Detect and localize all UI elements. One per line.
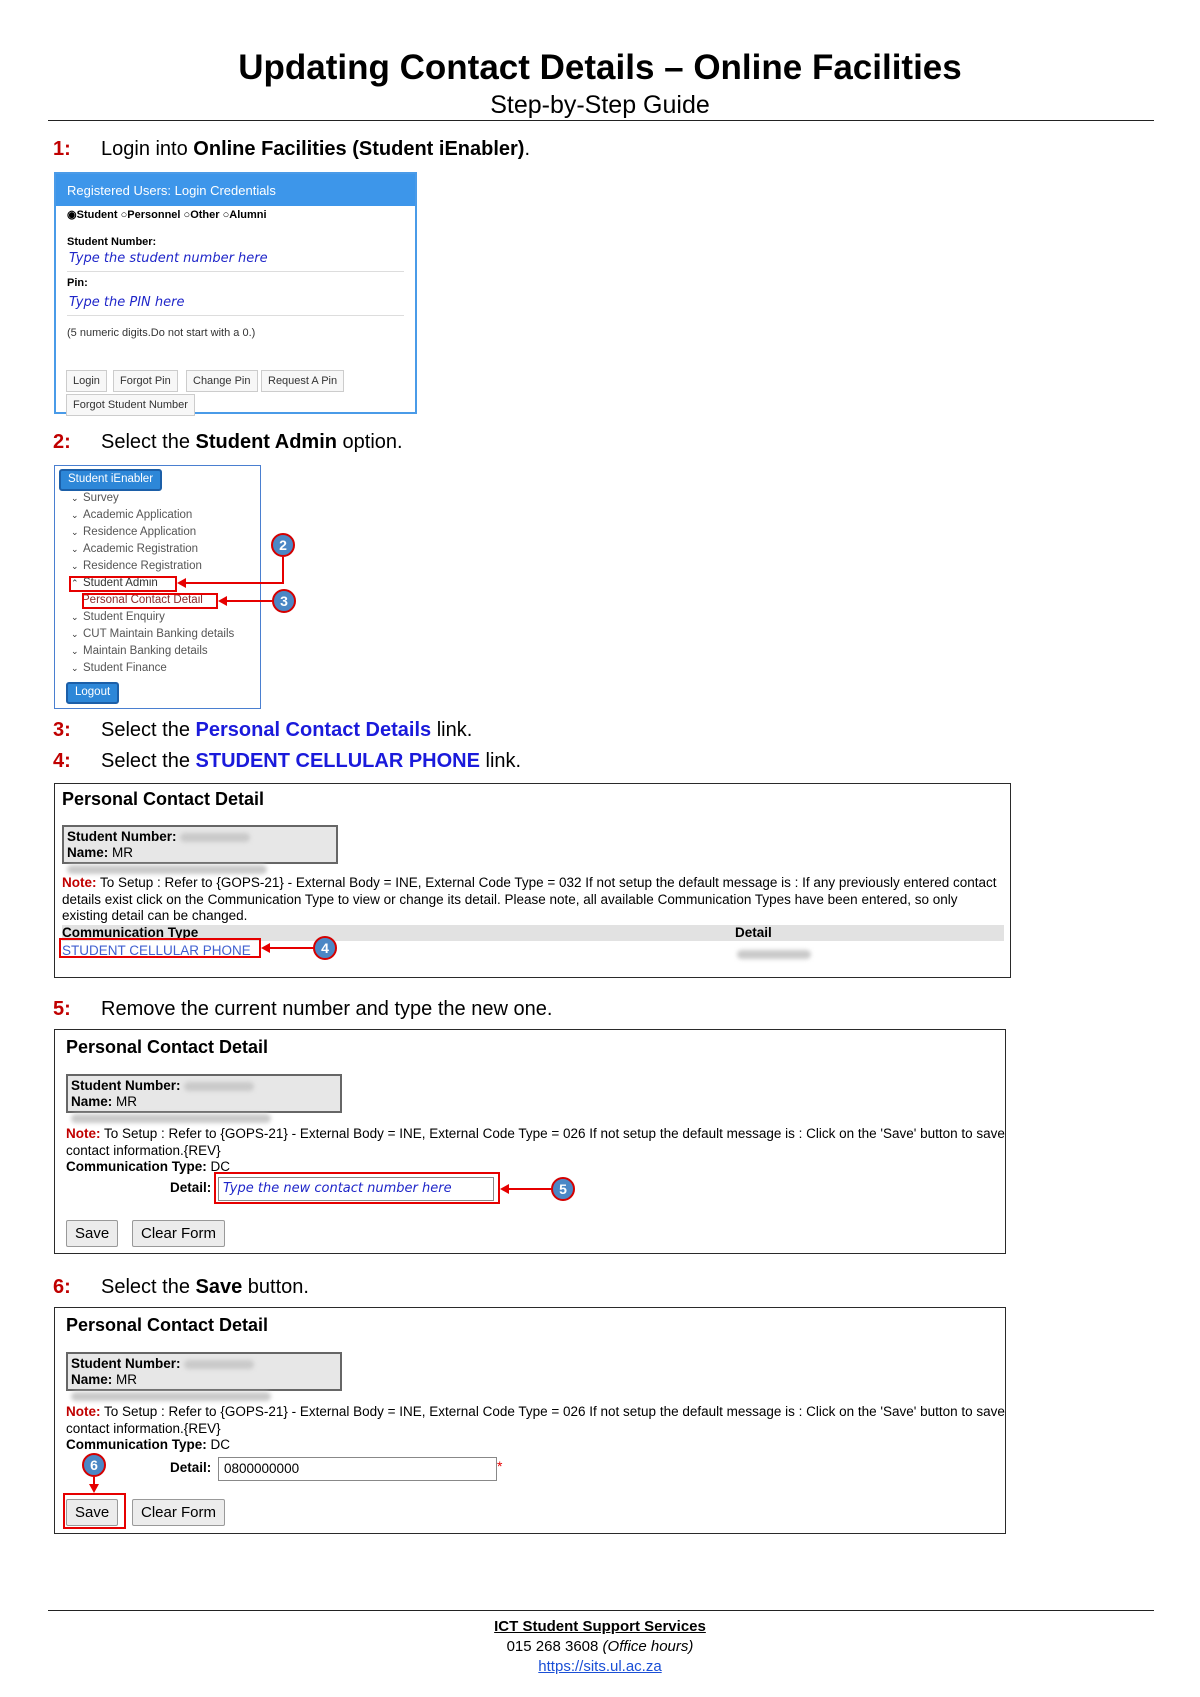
student-ienabler-button[interactable]: Student iEnabler: [59, 469, 162, 491]
arrow-connector: [509, 1188, 552, 1190]
clear-form-button[interactable]: Clear Form: [132, 1499, 225, 1526]
chevron-down-icon: ⌄: [71, 663, 79, 673]
communication-type-row: Communication Type: DC: [66, 1437, 231, 1452]
panel-title: Personal Contact Detail: [66, 1315, 269, 1335]
redacted-value: [71, 1392, 271, 1401]
step-badge-2: 2: [271, 533, 295, 557]
step-4: 4: Select the STUDENT CELLULAR PHONE link.: [53, 750, 522, 772]
menu-item-cut-banking[interactable]: ⌄ CUT Maintain Banking details: [71, 628, 235, 640]
menu-item-student-enquiry[interactable]: ⌄ Student Enquiry: [71, 611, 165, 623]
footer-divider: [48, 1610, 1154, 1611]
arrow-connector: [282, 557, 284, 584]
pin-note: (5 numeric digits.Do not start with a 0.): [67, 327, 256, 339]
chevron-up-icon: ⌃: [71, 578, 79, 588]
field-divider: [67, 271, 404, 272]
detail-label: Detail:: [170, 1460, 212, 1475]
panel-title: Personal Contact Detail: [66, 1037, 269, 1057]
clear-form-button[interactable]: Clear Form: [132, 1220, 225, 1247]
document-title: Updating Contact Details – Online Facilities: [238, 48, 962, 87]
footer-org: ICT Student Support Services: [494, 1618, 706, 1635]
column-header-detail: Detail: [735, 925, 772, 940]
chevron-down-icon: ⌄: [71, 629, 79, 639]
menu-item-student-finance[interactable]: ⌄ Student Finance: [71, 662, 167, 674]
highlight-student-admin: [69, 576, 177, 592]
chevron-down-icon: ⌄: [71, 561, 79, 571]
step-badge-3: 3: [272, 589, 296, 613]
radio-other[interactable]: ○Other: [183, 209, 220, 221]
student-number-label: Student Number:: [67, 236, 157, 248]
menu-item-student-admin[interactable]: ⌃ Student Admin: [71, 577, 158, 589]
chevron-down-icon: ⌄: [71, 493, 79, 503]
communication-type-row: Communication Type: DC: [66, 1159, 231, 1174]
menu-item-residence-registration[interactable]: ⌄ Residence Registration: [71, 560, 202, 572]
header-divider: [48, 120, 1154, 121]
detail-cell: [737, 946, 811, 964]
menu-item-personal-contact-detail[interactable]: Personal Contact Detail: [82, 594, 203, 606]
step-badge-5: 5: [551, 1177, 575, 1201]
forgot-student-number-button[interactable]: Forgot Student Number: [66, 394, 195, 416]
login-panel-header: Registered Users: Login Credentials: [56, 174, 415, 206]
arrow-connector: [186, 582, 284, 584]
highlight-save-button: [63, 1493, 126, 1529]
menu-item-academic-application[interactable]: ⌄ Academic Application: [71, 509, 193, 521]
student-id-box: Student Number: Name: MR: [66, 1074, 342, 1113]
step-badge-4: 4: [313, 936, 337, 960]
arrow-head-icon: [261, 943, 270, 953]
step-1: 1: Login into Online Facilities (Student iEnabler).: [53, 138, 531, 160]
detail-label: Detail:: [170, 1180, 212, 1195]
column-header-communication-type: Communication Type: [62, 925, 199, 940]
student-id-box: Student Number: Name: MR: [66, 1352, 342, 1391]
login-button[interactable]: Login: [66, 370, 107, 392]
required-marker: *: [497, 1458, 503, 1474]
student-id-box: Student Number: Name: MR: [62, 825, 338, 864]
field-divider: [67, 315, 404, 316]
forgot-pin-button[interactable]: Forgot Pin: [113, 370, 178, 392]
redacted-value: [67, 865, 267, 874]
arrow-head-icon: [177, 578, 186, 588]
menu-item-maintain-banking[interactable]: ⌄ Maintain Banking details: [71, 645, 208, 657]
setup-note: Note: To Setup : Refer to {GOPS-21} - External Body = INE, External Code Type = 032 If not setup the default message is : If any previously entered contact details exist click on the Communication Type to view or change its detail. Please note, all available Communication Types have been entered, so only existing detail can be changed.: [62, 875, 997, 923]
save-button[interactable]: Save: [66, 1499, 118, 1526]
redacted-value: [184, 1082, 254, 1091]
footer-phone: 015 268 3608 (Office hours): [506, 1638, 694, 1655]
detail-input[interactable]: Type the new contact number here: [218, 1177, 494, 1201]
arrow-head-icon: [218, 596, 227, 606]
arrow-connector: [270, 947, 314, 949]
student-number-input[interactable]: Type the student number here: [69, 251, 268, 266]
redacted-value: [71, 1114, 271, 1123]
arrow-head-icon: [500, 1184, 509, 1194]
student-cellular-phone-link[interactable]: STUDENT CELLULAR PHONE: [62, 943, 251, 958]
support-website-link[interactable]: https://sits.ul.ac.za: [538, 1658, 662, 1675]
contact-detail-edit-panel: [54, 1029, 1006, 1254]
step-3: 3: Select the Personal Contact Details link.: [53, 719, 473, 741]
step-badge-6: 6: [82, 1453, 106, 1477]
highlight-detail-input: [214, 1172, 500, 1204]
highlight-personal-contact-detail: [82, 593, 218, 609]
pin-label: Pin:: [67, 277, 88, 289]
chevron-down-icon: ⌄: [71, 612, 79, 622]
user-type-radios: [56, 206, 415, 223]
radio-student[interactable]: ◉Student: [67, 209, 118, 221]
menu-item-academic-registration[interactable]: ⌄ Academic Registration: [71, 543, 199, 555]
setup-note: Note: To Setup : Refer to {GOPS-21} - External Body = INE, External Code Type = 026 If not setup the default message is : Click on the 'Save' button to save contact information.{REV}: [66, 1126, 1005, 1158]
document-subtitle: Step-by-Step Guide: [490, 91, 710, 119]
request-pin-button[interactable]: Request A Pin: [261, 370, 344, 392]
step-5: 5: Remove the current number and type the new one.: [53, 998, 553, 1020]
save-button[interactable]: Save: [66, 1220, 118, 1247]
panel-title: Personal Contact Detail: [62, 789, 265, 809]
menu-item-survey[interactable]: ⌄ Survey: [71, 492, 119, 504]
footer-link: [0, 1658, 1200, 1675]
change-pin-button[interactable]: Change Pin: [186, 370, 258, 392]
step-6: 6: Select the Save button.: [53, 1276, 309, 1298]
chevron-down-icon: ⌄: [71, 646, 79, 656]
menu-item-residence-application[interactable]: ⌄ Residence Application: [71, 526, 197, 538]
chevron-down-icon: ⌄: [71, 527, 79, 537]
radio-alumni[interactable]: ○Alumni: [222, 209, 267, 221]
arrow-head-icon: [89, 1484, 99, 1493]
chevron-down-icon: ⌄: [71, 510, 79, 520]
step-2: 2: Select the Student Admin option.: [53, 431, 403, 453]
redacted-value: [737, 950, 811, 959]
logout-button[interactable]: Logout: [66, 682, 119, 704]
highlight-student-cellular-phone: [59, 938, 261, 958]
redacted-value: [184, 1360, 254, 1369]
contact-detail-save-panel: [54, 1307, 1006, 1534]
redacted-value: [180, 833, 250, 842]
arrow-connector: [227, 600, 273, 602]
detail-input[interactable]: 0800000000: [218, 1457, 497, 1481]
login-panel: [54, 172, 417, 414]
setup-note: Note: To Setup : Refer to {GOPS-21} - External Body = INE, External Code Type = 026 If not setup the default message is : Click on the 'Save' button to save contact information.{REV}: [66, 1404, 1005, 1436]
radio-personnel[interactable]: ○Personnel: [120, 209, 181, 221]
pin-input[interactable]: Type the PIN here: [69, 295, 185, 310]
chevron-down-icon: ⌄: [71, 544, 79, 554]
